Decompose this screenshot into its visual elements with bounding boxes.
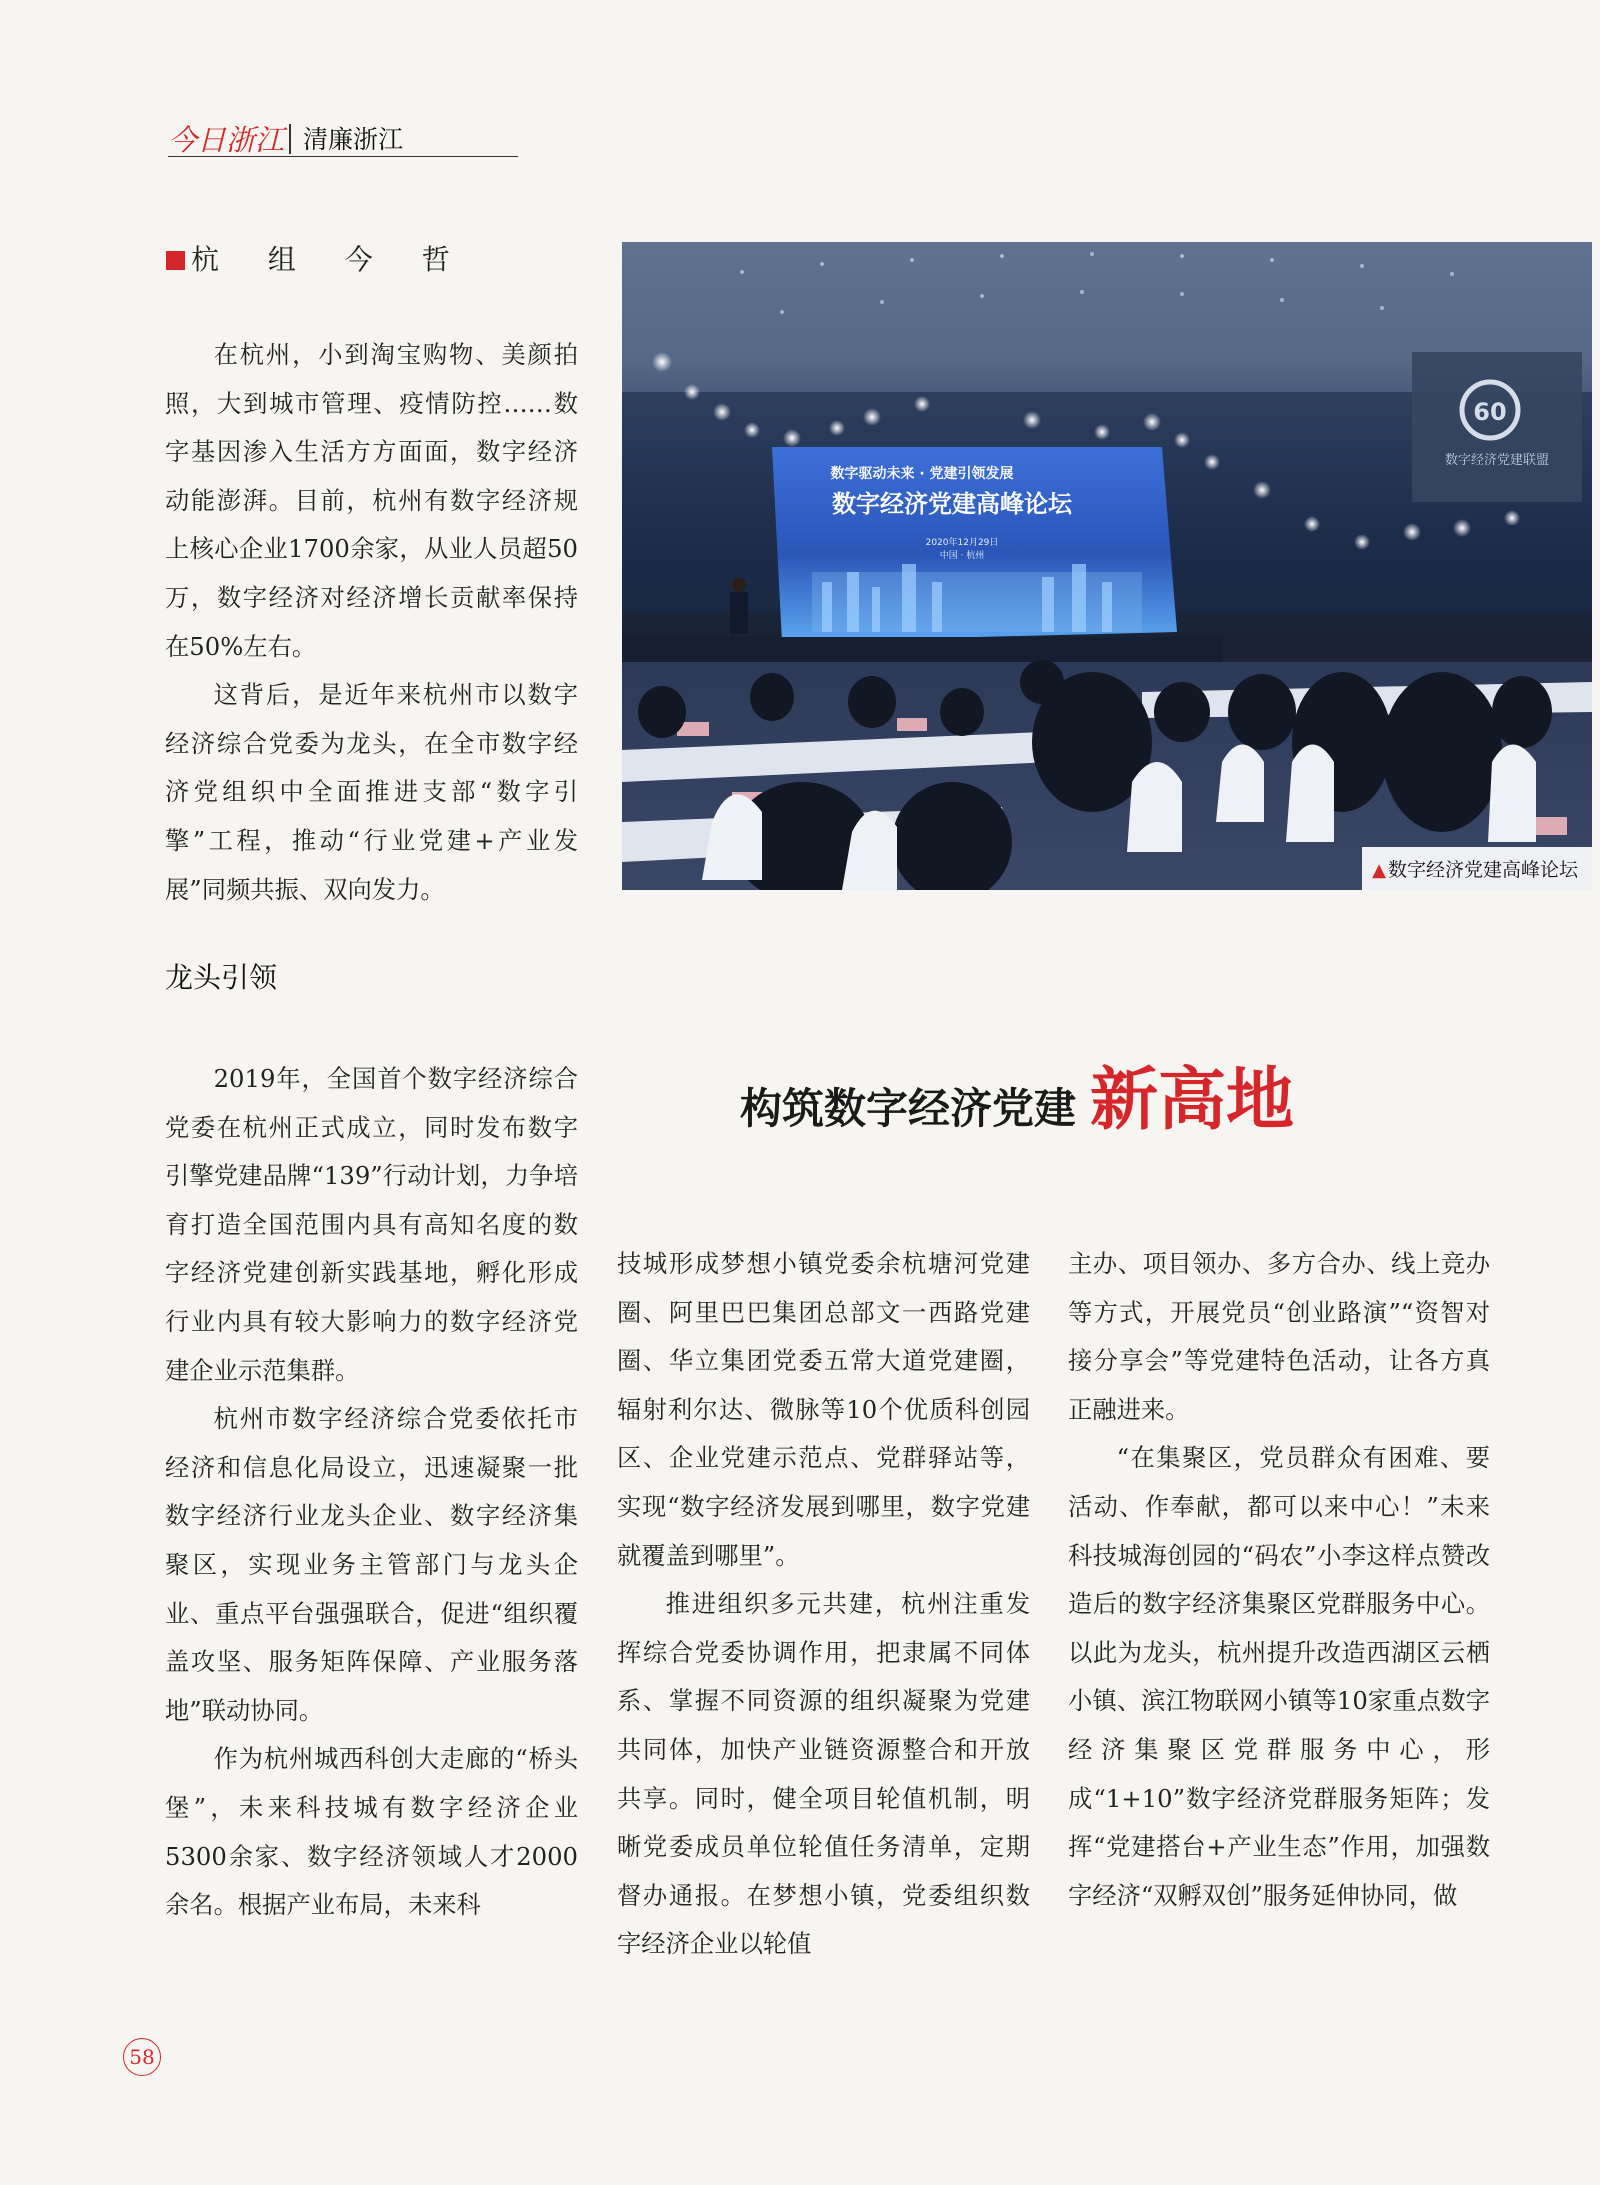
photo-caption-text: 数字经济党建高峰论坛 [1387,859,1578,881]
column-2-paragraph-1: 技城形成梦想小镇党委余杭塘河党建圈、阿里巴巴集团总部文一西路党建圈、华立集团党委五常大道党建圈，辐射利尔达、微脉等10个优质科创园区、企业党建示范点、党群驿站等，实现“数字经济发展到哪里，数字党建就覆盖到哪里”。 [617,1249,1030,1570]
column-1-paragraph-3: 作为杭州城西科创大走廊的“桥头堡”，未来科技城有数字经济企业5300余家、数字经济领域人才2000余名。根据产业布局，未来科 [165,1744,578,1920]
article-title [740,1046,1294,1143]
page-number: 58 [123,2038,161,2076]
author-byline [166,238,470,278]
intro-text [165,331,578,914]
subheading: 龙头引领 [165,961,278,994]
intro-paragraph-2: 这背后，是近年来杭州市以数字经济综合党委为龙头，在全市数字经济党组织中全面推进支部“数字引擎”工程，推动“行业党建+产业发展”同频共振、双向发力。 [165,680,578,904]
banner-place: 中国 · 杭州 [939,551,985,561]
column-3-paragraph-2: “在集聚区，党员群众有困难、要活动、作奉献，都可以来中心！”未来科技城海创园的“码农”小李这样点赞改造后的数字经济集聚区党群服务中心。以此为龙头，杭州提升改造西湖区云栖小镇、滨江物联网小镇等10家重点数字经济集聚区党群服务中心，形成“1+10”数字经济党群服务矩阵；发挥“党建搭台+产业生态”作用，加强数字经济“双孵双创”服务延伸协同，做 [1068,1443,1490,1910]
red-square-icon [166,251,185,270]
article-title-part-1: 构筑数字经济党建 [740,1084,1077,1133]
banner-date: 2020年12月29日 [925,538,999,548]
forum-photo [622,242,1592,890]
column-2-paragraph-2: 推进组织多元共建，杭州注重发挥综合党委协调作用，把隶属不同体系、掌握不同资源的组织凝聚为党建共同体，加快产业链资源整合和开放共享。同时，健全项目轮值机制，明晰党委成员单位轮值任务清单，定期督办通报。在梦想小镇，党委组织数字经济企业以轮值 [617,1589,1030,1959]
column-1 [165,1055,578,1930]
section-name: 清廉浙江 [303,125,404,154]
page-header [168,118,518,157]
triangle-icon: ▲ [1372,860,1386,881]
article-title-part-2: 新高地 [1090,1060,1295,1140]
column-2 [617,1240,1030,1969]
banner-title: 数字经济党建高峰论坛 [832,490,1072,518]
header-divider [289,124,291,154]
forum-scene-illustration [622,242,1592,890]
column-3-paragraph-1: 主办、项目领办、多方合办、线上竞办等方式，开展党员“创业路演”“资智对接分享会”等党建特色活动，让各方真正融进来。 [1068,1249,1490,1424]
intro-paragraph-1: 在杭州，小到淘宝购物、美颜拍照，大到城市管理、疫情防控……数字基因渗入生活方方面面，数字经济动能澎湃。目前，杭州有数字经济规上核心企业1700余家，从业人员超50万，数字经济对经济增长贡献率保持在50%左右。 [165,340,578,661]
magazine-logo: 今日浙江 [168,123,285,157]
author-name: 杭 组 今 哲 [191,243,470,276]
banner-slogan: 数字驱动未来 · 党建引领发展 [830,466,1014,482]
column-1-paragraph-1: 2019年，全国首个数字经济综合党委在杭州正式成立，同时发布数字引擎党建品牌“139”行动计划，力争培育打造全国范围内具有高知名度的数字经济党建创新实践基地，孵化形成行业内具有较大影响力的数字经济党建企业示范集群。 [165,1064,578,1385]
side-screen-text: 数字经济党建联盟 [1444,453,1550,468]
column-1-paragraph-2: 杭州市数字经济综合党委依托市经济和信息化局设立，迅速凝聚一批数字经济行业龙头企业、数字经济集聚区，实现业务主管部门与龙头企业、重点平台强强联合，促进“组织覆盖攻坚、服务矩阵保障、产业服务落地”联动协同。 [165,1404,578,1725]
svg-text:60: 60 [1473,398,1507,426]
photo-caption [1362,847,1592,890]
column-3 [1068,1240,1490,1920]
